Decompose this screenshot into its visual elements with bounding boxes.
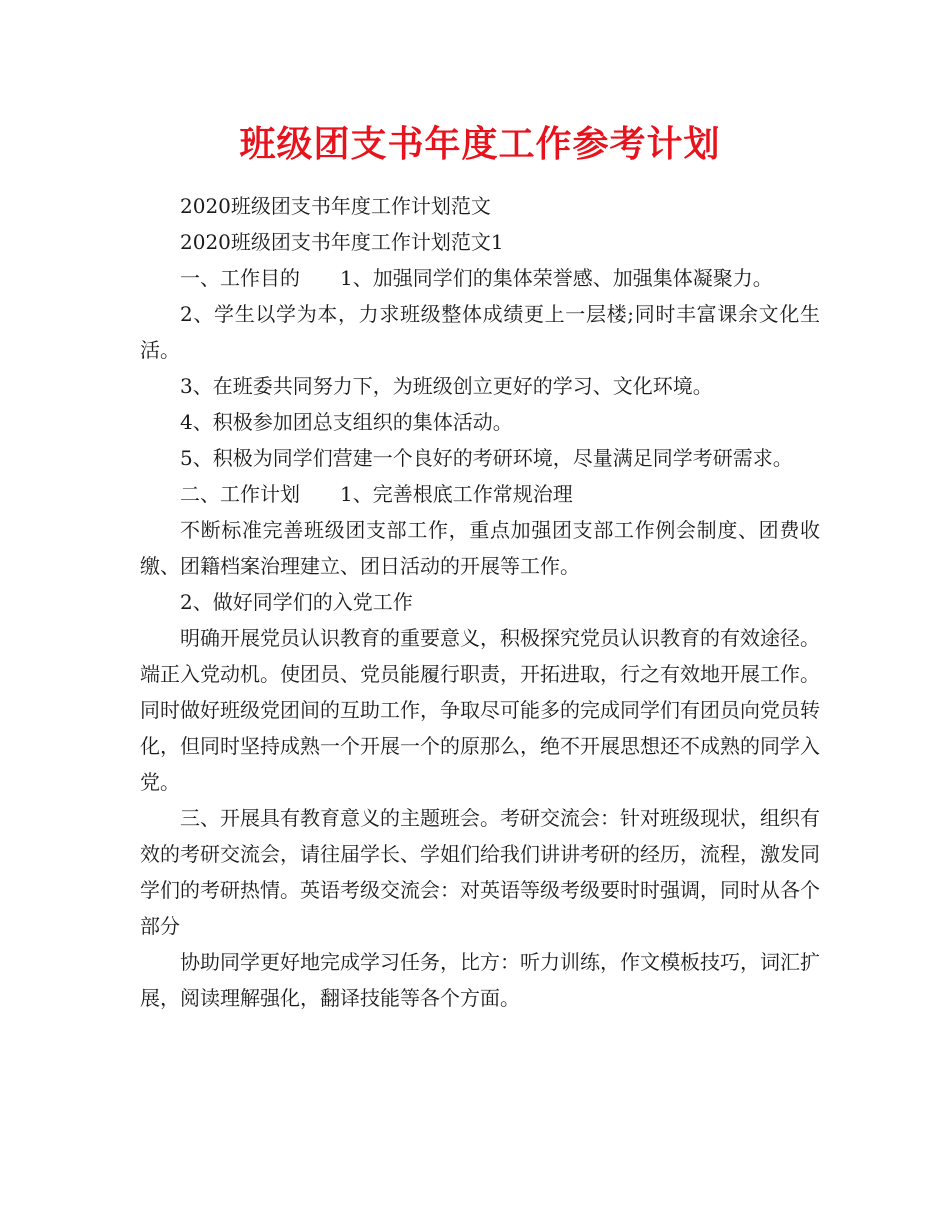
paragraph-text: 2、做好同学们的入党工作	[180, 590, 413, 614]
paragraph-text: 明确开展党员认识教育的重要意义，积极探究党员认识教育的有效途径。端正入党动机。使团员、党员能履行职责，开拓进取，行之有效地开展工作。同时做好班级党团间的互助工作，争取尽可能多的完成同学们有团员向党员转化，但同时坚持成熟一个开展一个的原那么，绝不开展思想还不成熟的同学入党。	[140, 626, 820, 794]
document-body	[140, 188, 820, 1016]
document-title: 班级团支书年度工作参考计划	[239, 124, 721, 165]
paragraph	[140, 188, 820, 224]
paragraph-text: 2、学生以学为本，力求班级整体成绩更上一层楼;同时丰富课余文化生活。	[140, 302, 820, 362]
paragraph	[140, 944, 820, 1016]
paragraph-text: 三、开展具有教育意义的主题班会。考研交流会：针对班级现状，组织有效的考研交流会，请往届学长、学姐们给我们讲讲考研的经历，流程，激发同学们的考研热情。英语考级交流会：对英语等级考级要时时强调，同时从各个部分	[140, 806, 820, 938]
paragraph-text: 1、加强同学们的集体荣誉感、加强集体凝聚力。	[340, 266, 773, 290]
paragraph	[140, 476, 820, 512]
paragraph	[140, 440, 820, 476]
paragraph	[140, 800, 820, 944]
paragraph	[140, 620, 820, 800]
paragraph	[140, 368, 820, 404]
paragraph-text: 3、在班委共同努力下，为班级创立更好的学习、文化环境。	[180, 374, 713, 398]
paragraph-text: 2020班级团支书年度工作计划范文	[180, 194, 491, 218]
paragraph	[140, 512, 820, 584]
paragraph	[140, 404, 820, 440]
paragraph	[140, 296, 820, 368]
section-heading: 一、工作目的	[180, 266, 300, 290]
paragraph	[140, 584, 820, 620]
section-heading: 二、工作计划	[180, 482, 300, 506]
paragraph	[140, 224, 820, 260]
paragraph-text: 2020班级团支书年度工作计划范文1	[180, 230, 504, 254]
paragraph-text: 不断标准完善班级团支部工作，重点加强团支部工作例会制度、团费收缴、团籍档案治理建立、团日活动的开展等工作。	[140, 518, 820, 578]
paragraph	[140, 260, 820, 296]
paragraph-text: 5、积极为同学们营建一个良好的考研环境，尽量满足同学考研需求。	[180, 446, 793, 470]
paragraph-text: 协助同学更好地完成学习任务，比方：听力训练，作文模板技巧，词汇扩展，阅读理解强化，翻译技能等各个方面。	[140, 950, 820, 1010]
paragraph-text: 1、完善根底工作常规治理	[340, 482, 573, 506]
document-page	[140, 116, 820, 1016]
paragraph-text: 4、积极参加团总支组织的集体活动。	[180, 410, 513, 434]
